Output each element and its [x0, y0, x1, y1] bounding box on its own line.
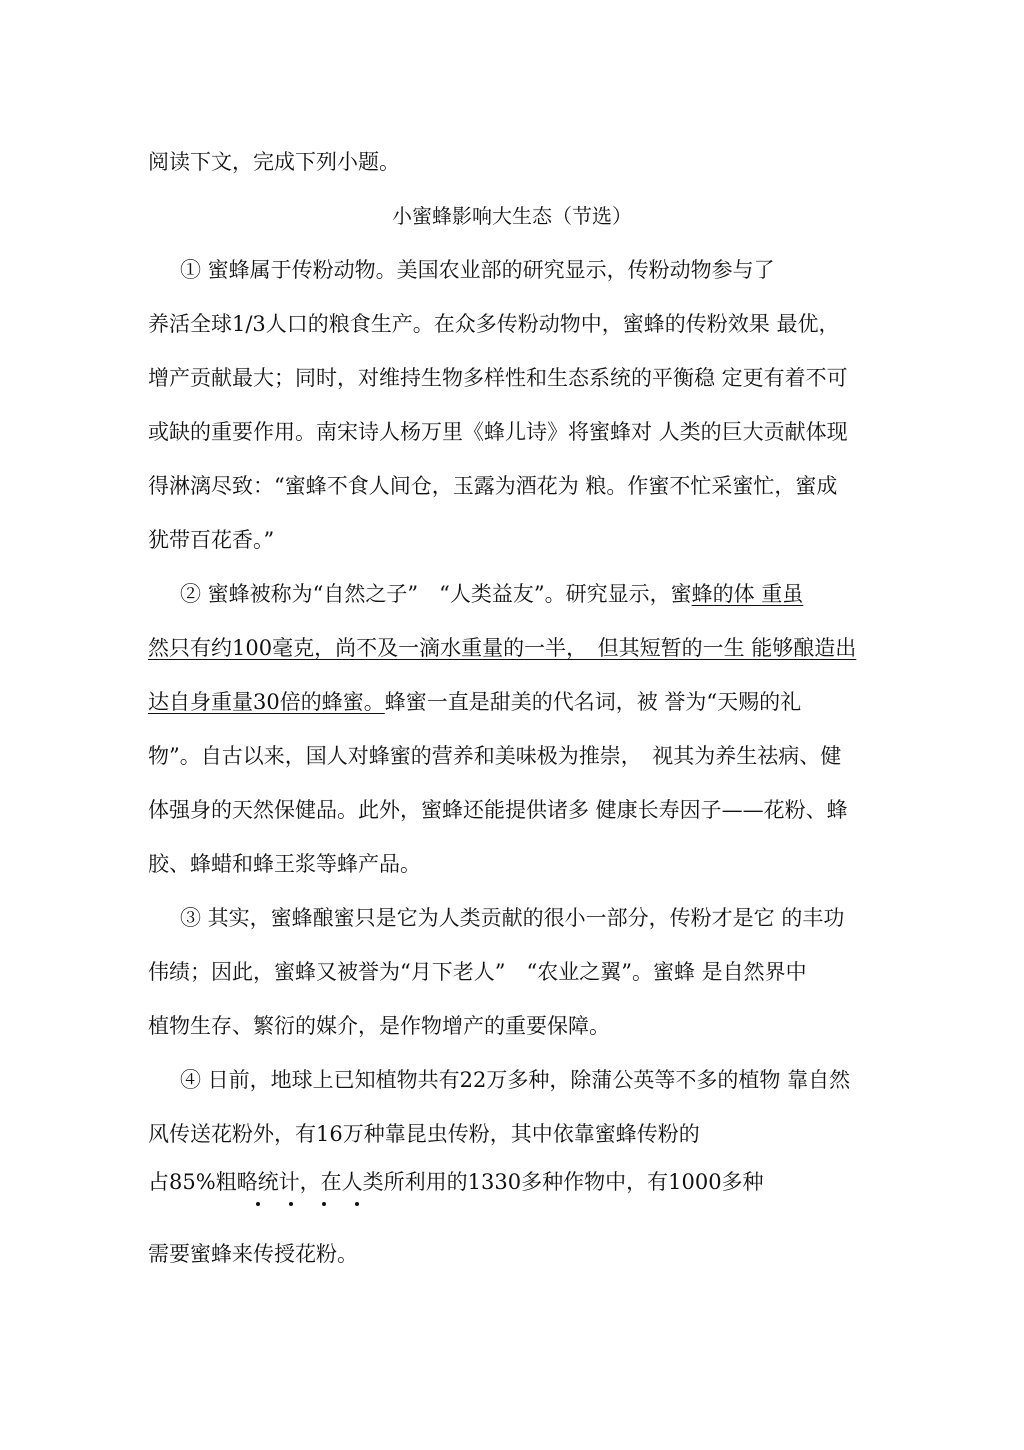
paragraph-4-line-4: 需要蜜蜂来传授花粉。: [148, 1242, 358, 1266]
emphasis-dots: [256, 1196, 366, 1216]
emphasis-dot: [322, 1202, 326, 1206]
paragraph-4-line-2: 风传送花粉外，有16万种靠昆虫传粉，其中依靠蜜蜂传粉的: [148, 1122, 700, 1146]
paragraph-2-line-2: [148, 635, 856, 661]
paragraph-2-line-1-plain: ② 蜜蜂被称为“自然之子” “人类益友”。研究显示，蜜: [180, 582, 692, 606]
emphasis-dot: [289, 1202, 293, 1206]
paragraph-3-line-1: ③ 其实，蜜蜂酿蜜只是它为人类贡献的很小一部分，传粉才是它 的丰功: [180, 906, 845, 930]
paragraph-2-underlined-span-2: 然只有约100毫克，尚不及一滴水重量的一半， 但其短暂的一生 能够酿造出: [148, 636, 857, 660]
paragraph-2-line-3-plain: 蜂蜜一直是甜美的代名词，被 誉为“天赐的礼: [384, 690, 802, 714]
paragraph-3-line-2: 伟绩；因此，蜜蜂又被誉为“月下老人” “农业之翼”。蜜蜂 是自然界中: [148, 960, 807, 984]
paragraph-1-line-3: 增产贡献最大；同时，对维持生物多样性和生态系统的平衡稳 定更有着不可: [148, 366, 848, 390]
paragraph-2-line-5: 体强身的天然保健品。此外，蜜蜂还能提供诸多 健康长寿因子——花粉、蜂: [148, 798, 848, 822]
paragraph-2-line-1: [180, 581, 803, 607]
paragraph-2-line-4: 物”。自古以来，国人对蜂蜜的营养和美味极为推崇， 视其为养生祛病、健: [148, 744, 842, 768]
paragraph-1-line-4: 或缺的重要作用。南宋诗人杨万里《蜂儿诗》将蜜蜂对 人类的巨大贡献体现: [148, 420, 848, 444]
article-title: 小蜜蜂影响大生态（节选）: [392, 204, 632, 228]
paragraph-2-underlined-span-3: 达自身重量30倍的蜂蜜。: [148, 690, 385, 714]
paragraph-2-line-6: 胶、蜂蜡和蜂王浆等蜂产品。: [148, 852, 421, 876]
instruction-text: 阅读下文，完成下列小题。: [148, 150, 400, 174]
paragraph-3-line-3: 植物生存、繁衍的媒介，是作物增产的重要保障。: [148, 1014, 610, 1038]
paragraph-4-line-1: ④ 日前，地球上已知植物共有22万多种，除蒲公英等不多的植物 靠自然: [180, 1068, 851, 1092]
paragraph-1-line-2: 养活全球1/3人口的粮食生产。在众多传粉动物中，蜜蜂的传粉效果 最优，: [148, 312, 840, 336]
paragraph-1-line-5: 得淋漓尽致：“蜜蜂不食人间仓，玉露为酒花为 粮。作蜜不忙采蜜忙，蜜成: [148, 474, 838, 498]
paragraph-1-line-1: ① 蜜蜂属于传粉动物。美国农业部的研究显示，传粉动物参与了: [180, 258, 775, 282]
paragraph-2-underlined-span-1: 蜂的体 重虽: [691, 582, 804, 606]
paragraph-1-line-6: 犹带百花香。”: [148, 528, 275, 552]
paragraph-4-line-3: 占85%粗略统计，在人类所利用的1330多种作物中，有1000多种: [148, 1170, 764, 1194]
emphasis-dot: [256, 1202, 260, 1206]
emphasis-dot: [355, 1202, 359, 1206]
paragraph-2-line-3: [148, 689, 801, 715]
